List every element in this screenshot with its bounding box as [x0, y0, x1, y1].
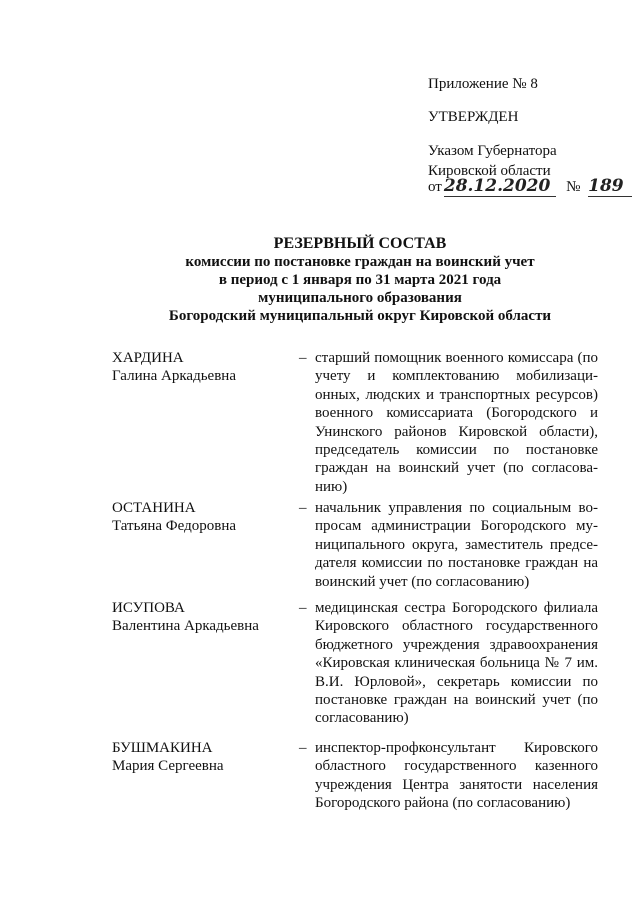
member-surname: ИСУПОВА	[112, 600, 185, 616]
title-line-2: комиссии по постановке граждан на воинский учет	[185, 254, 535, 270]
number-prefix: №	[566, 179, 581, 195]
member-description: инспектор-профконсультант Кировского областного государственного казенного учреждения Центра занятости населения Богородского района (по согласованию)	[315, 740, 598, 812]
title-line-5: Богородский муниципальный округ Кировской области	[168, 308, 552, 324]
decree-line-1: Указом Губернатора	[428, 143, 557, 159]
member-description: медицинская сестра Богородского филиала Кировского областного государственного бюджетного учреждения здравоохранения «Кировская клиническая больница № 7 им. В.И. Юрловой», секретарь комиссии по постановке граждан на воинский учет (по согласованию)	[315, 600, 598, 727]
member-name	[112, 599, 292, 635]
decree-date-line	[428, 176, 632, 196]
member-surname: БУШМАКИНА	[112, 740, 213, 756]
handwritten-date: 28.12.2020	[444, 176, 556, 197]
member-name	[112, 739, 292, 775]
decree-line-2: Кировской области	[428, 163, 551, 179]
member-name	[112, 499, 292, 535]
title-line-3: в период с 1 января по 31 марта 2021 года	[218, 272, 502, 288]
member-dash: –	[299, 500, 307, 516]
title-line-4: муниципального образования	[258, 290, 462, 306]
member-name	[112, 349, 292, 385]
member-given-names: Мария Сергеевна	[112, 758, 224, 774]
member-surname: ХАРДИНА	[112, 350, 184, 366]
approved-label: УТВЕРЖДЕН	[428, 109, 519, 125]
member-description: начальник управления по социальным во-просам администрации Богородского му-ниципального округа, заместитель предсе-дателя комиссии по постановке граждан на воинский учет (по согласованию)	[315, 500, 598, 590]
member-surname: ОСТАНИНА	[112, 500, 196, 516]
member-given-names: Галина Аркадьевна	[112, 368, 236, 384]
title-main: РЕЗЕРВНЫЙ СОСТАВ	[273, 235, 447, 252]
member-description: старший помощник военного комиссара (по учету и комплектованию мобилизаци-онных, людских и транспортных ресурсов) военного комиссариата (Богородского и Унинского районов Кировской области), председатель комиссии по постановке граждан на воинский учет (по согласова-нию)	[315, 350, 598, 495]
member-dash: –	[299, 350, 307, 366]
date-prefix: от	[428, 179, 442, 195]
handwritten-number: 189	[588, 176, 632, 197]
document-title	[110, 234, 610, 325]
member-given-names: Валентина Аркадьевна	[112, 618, 259, 634]
member-dash: –	[299, 600, 307, 616]
member-given-names: Татьяна Федоровна	[112, 518, 236, 534]
member-dash: –	[299, 740, 307, 756]
appendix-label: Приложение № 8	[428, 76, 538, 92]
